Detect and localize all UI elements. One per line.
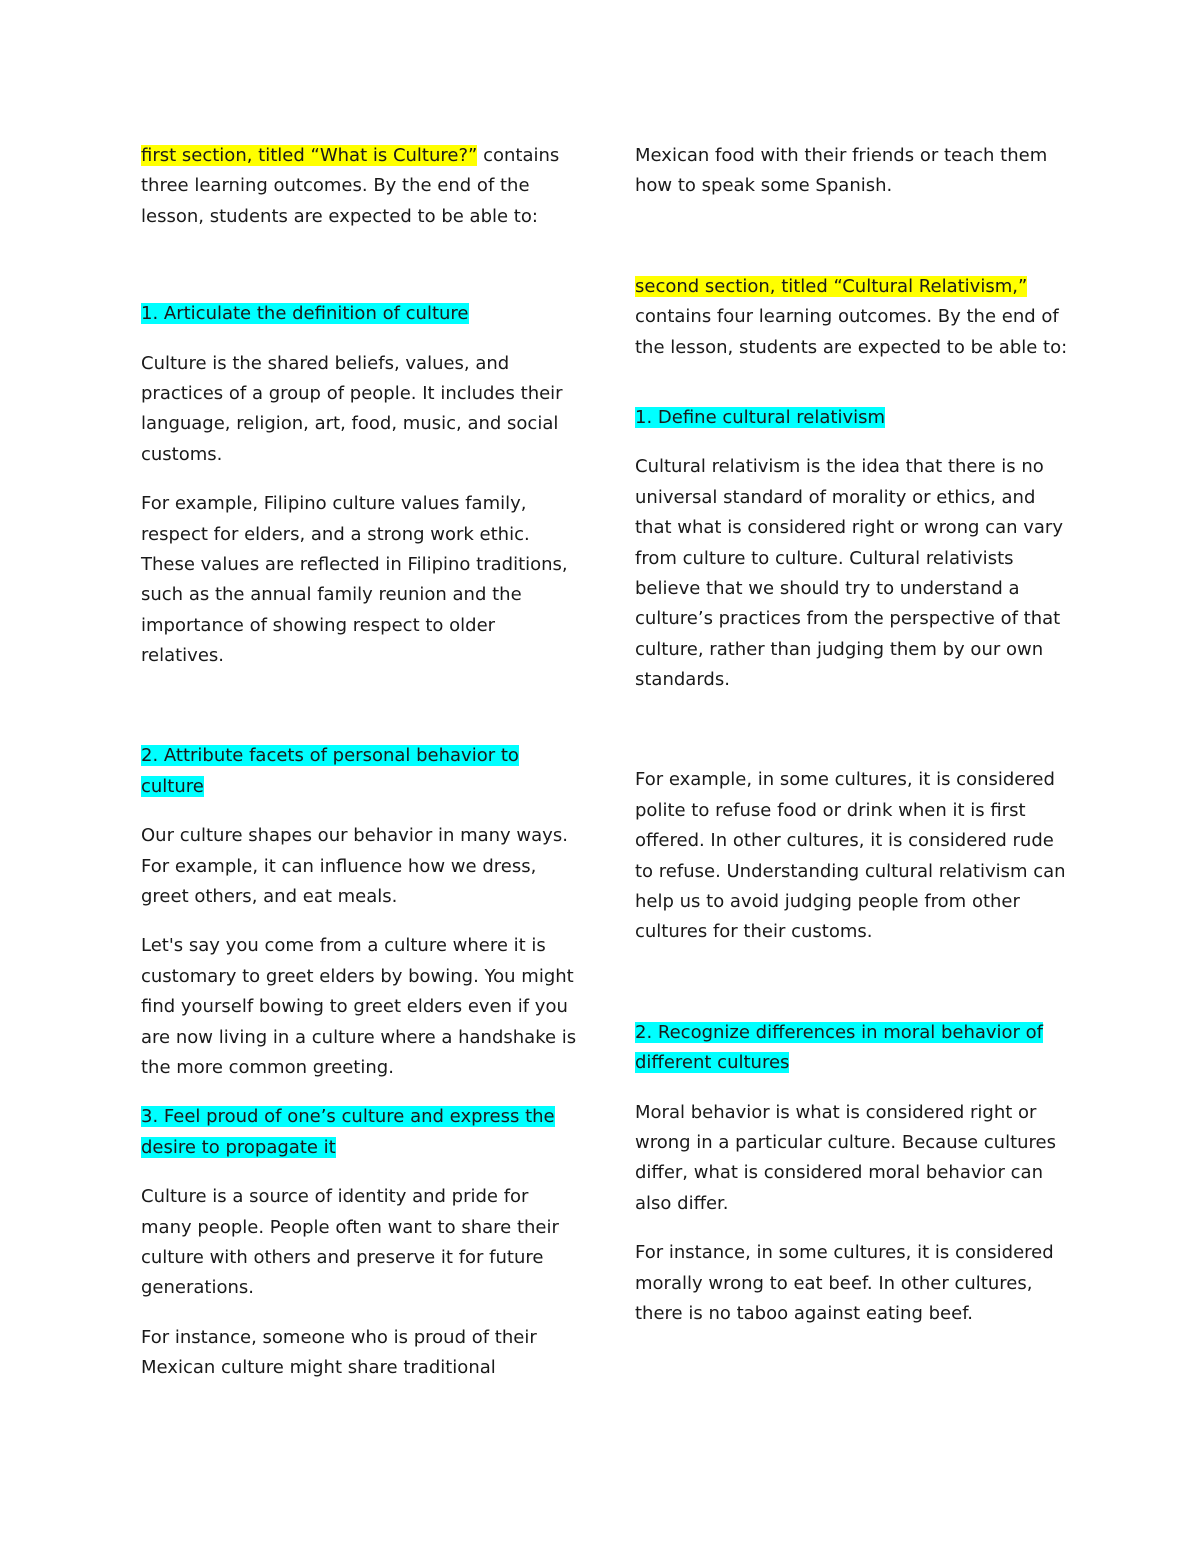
section-heading-cultural-relativism: second section, titled “Cultural Relativism,” [635, 275, 1028, 297]
paragraph: Our culture shapes our behavior in many ways. For example, it can influence how we dress, greet others, and eat meals. [141, 825, 568, 908]
paragraph: For example, Filipino culture values family, respect for elders, and a strong work ethic. These values are reflected in Filipino traditions, such as the annual family reunion and the importance of showing respect to older relatives. [141, 493, 568, 667]
paragraph: For example, in some cultures, it is considered polite to refuse food or drink when it is first offered. In other cultures, it is considered rude to refuse. Understanding cultural relativism can help us to avoid judging people from other cultures for their customs. [635, 769, 1066, 943]
right-column [635, 141, 1075, 1329]
section-intro-line [635, 272, 1075, 302]
section-intro-line: contains four learning outcomes. By the end of [635, 306, 1059, 328]
paragraph: Cultural relativism is the idea that there is no universal standard of morality or ethics, and that what is considered right or wrong can vary from culture to culture. Cultural relativists believe that we should try to understand a culture’s practices from the perspective of that culture, rather than judging them by our own standards. [635, 456, 1063, 691]
outcome-heading-1: 1. Define cultural relativism [635, 406, 886, 428]
section-intro-line: three learning outcomes. By the end of the [141, 175, 530, 197]
paragraph: Moral behavior is what is considered right or wrong in a particular culture. Because cultures differ, what is considered moral behavior can also differ. [635, 1101, 1057, 1214]
section-intro-line: lesson, students are expected to be able to: [141, 205, 538, 227]
left-column [141, 141, 581, 1384]
outcome-heading-2: 2. Recognize differences in moral behavior of different cultures [635, 1021, 1044, 1074]
outcome-heading-3: 3. Feel proud of one’s culture and express the desire to propagate it [141, 1106, 555, 1158]
paragraph: For instance, in some cultures, it is considered morally wrong to eat beef. In other cultures, there is no taboo against eating beef. [635, 1242, 1054, 1324]
paragraph-continuation: Mexican food with their friends or teach them how to speak some Spanish. [635, 145, 1048, 197]
paragraph: For instance, someone who is proud of their Mexican culture might share traditional [141, 1326, 537, 1379]
paragraph: Let's say you come from a culture where it is customary to greet elders by bowing. You might find yourself bowing to greet elders even if you are now living in a culture where a handshake is the more common greeting. [141, 935, 577, 1078]
outcome-heading-1: 1. Articulate the definition of culture [141, 303, 469, 325]
section-intro-line: first section, titled “What is Culture?” contains [141, 145, 560, 166]
section-heading-what-is-culture: first section, titled “What is Culture?” [141, 145, 478, 166]
paragraph: Culture is the shared beliefs, values, and practices of a group of people. It includes their language, religion, art, food, music, and social customs. [141, 352, 563, 465]
outcome-heading-2: 2. Attribute facets of personal behavior to culture [141, 745, 519, 797]
paragraph: Culture is a source of identity and pride for many people. People often want to share their culture with others and preserve it for future generations. [141, 1186, 559, 1299]
section-intro-line: the lesson, students are expected to be able to: [635, 336, 1068, 358]
